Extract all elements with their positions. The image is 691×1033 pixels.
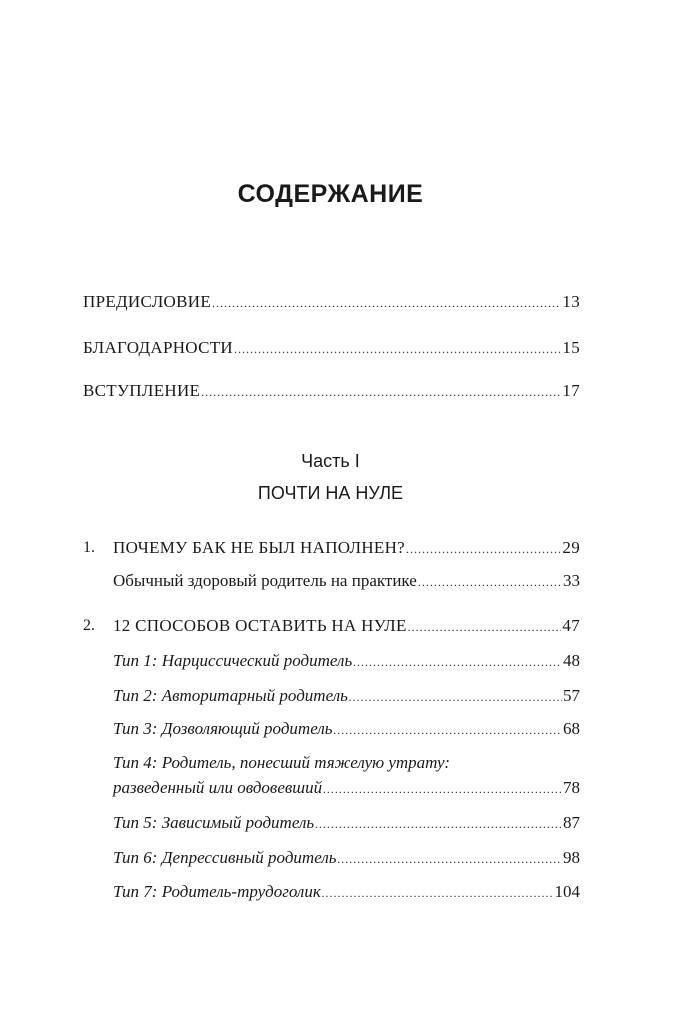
section-title: Тип 3: Дозволяющий родитель [113, 719, 333, 738]
toc-entry-preface[interactable] [83, 292, 580, 313]
section-title: Тип 1: Нарциссический родитель [113, 651, 353, 670]
chapter-number: 2. [83, 617, 95, 634]
toc-section[interactable] [113, 719, 580, 740]
dot-leader [315, 814, 562, 834]
dot-leader [212, 293, 561, 313]
section-title: Обычный здоровый родитель на практике [113, 571, 417, 590]
toc-entry-page: 13 [562, 292, 580, 311]
part-number: Часть I [301, 451, 360, 471]
section-page: 48 [563, 651, 580, 670]
section-page: 68 [563, 719, 580, 738]
section-title: Тип 7: Родитель-трудоголик [113, 882, 321, 901]
dot-leader [406, 539, 561, 559]
page-title: СОДЕРЖАНИЕ [237, 180, 424, 208]
section-page: 57 [563, 686, 580, 705]
chapter-page: 29 [562, 538, 580, 557]
toc-section[interactable] [113, 571, 580, 592]
section-page: 78 [563, 778, 580, 797]
dot-leader [337, 849, 562, 869]
dot-leader [201, 382, 561, 402]
toc-entry-label: ВСТУПЛЕНИЕ [83, 381, 201, 400]
toc-chapter-2[interactable] [113, 616, 580, 637]
dot-leader [408, 617, 562, 637]
dot-leader [322, 883, 554, 903]
toc-section[interactable] [113, 848, 580, 869]
chapter-title: 12 СПОСОБОВ ОСТАВИТЬ НА НУЛЕ [113, 616, 407, 635]
toc-entry-acknowledgments[interactable] [83, 338, 580, 359]
toc-section[interactable] [113, 778, 580, 799]
toc-section[interactable] [113, 882, 580, 903]
chapter-number: 1. [83, 539, 95, 556]
toc-entry-page: 17 [562, 381, 580, 400]
toc-entry-label: БЛАГОДАРНОСТИ [83, 338, 233, 357]
dot-leader [323, 779, 562, 799]
chapter-title: ПОЧЕМУ БАК НЕ БЫЛ НАПОЛНЕН? [113, 538, 406, 557]
section-title-line1[interactable]: Тип 4: Родитель, понесший тяжелую утрату: [113, 753, 451, 772]
dot-leader [333, 720, 562, 740]
toc-entry-label: ПРЕДИСЛОВИЕ [83, 292, 212, 311]
toc-section[interactable] [113, 813, 580, 834]
dot-leader [349, 687, 562, 707]
section-page: 98 [563, 848, 580, 867]
dot-leader [418, 572, 562, 592]
section-title-line2: разведенный или овдовевший [113, 778, 323, 797]
toc-section[interactable] [113, 651, 580, 672]
toc-chapter-1[interactable] [113, 538, 580, 559]
section-title: Тип 5: Зависимый родитель [113, 813, 315, 832]
section-page: 104 [554, 882, 580, 901]
chapter-page: 47 [562, 616, 580, 635]
toc-entry-introduction[interactable] [83, 381, 580, 402]
section-title: Тип 2: Авторитарный родитель [113, 686, 348, 705]
toc-section[interactable] [113, 686, 580, 707]
toc-entry-page: 15 [562, 338, 580, 357]
section-page: 87 [563, 813, 580, 832]
section-page: 33 [563, 571, 580, 590]
dot-leader [234, 339, 561, 359]
section-title: Тип 6: Депрессивный родитель [113, 848, 337, 867]
dot-leader [353, 652, 562, 672]
part-title: ПОЧТИ НА НУЛЕ [257, 483, 404, 503]
